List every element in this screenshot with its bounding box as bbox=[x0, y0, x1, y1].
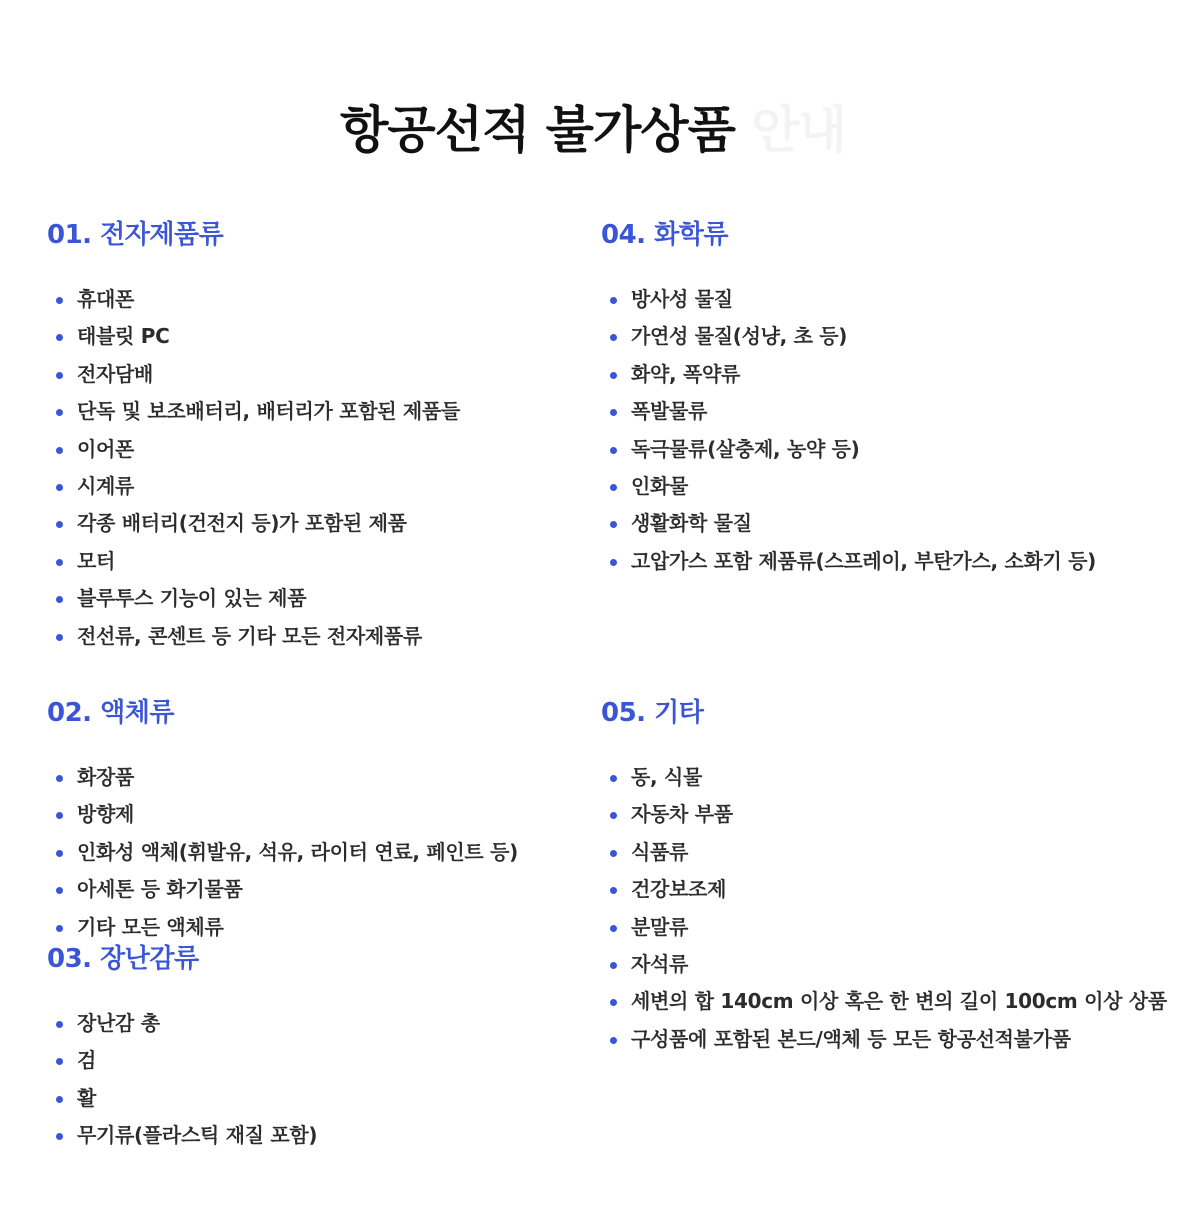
section-chemicals bbox=[601, 214, 1096, 580]
list-item-text: 생활화학 물질 bbox=[631, 511, 752, 536]
list-item-text: 각종 배터리(건전지 등)가 포함된 제품 bbox=[77, 511, 407, 536]
list-item-text: 태블릿 PC bbox=[77, 324, 170, 349]
list-item-text: 폭발물류 bbox=[631, 399, 708, 424]
list-item bbox=[601, 1021, 1167, 1058]
list-item-text: 고압가스 포함 제품류(스프레이, 부탄가스, 소화기 등) bbox=[631, 548, 1097, 573]
page-title-text: 항공선적 불가상품 bbox=[340, 100, 735, 159]
bullet-icon bbox=[56, 409, 63, 416]
list-item bbox=[601, 543, 1096, 580]
list-item bbox=[47, 759, 518, 796]
list-item bbox=[47, 356, 460, 393]
list-item bbox=[47, 1005, 317, 1042]
list-item bbox=[601, 871, 1167, 908]
list-item-text: 인화성 액체(휘발유, 석유, 라이터 연료, 페인트 등) bbox=[77, 839, 518, 864]
bullet-icon bbox=[56, 372, 63, 379]
bullet-icon bbox=[56, 850, 63, 857]
bullet-icon bbox=[610, 447, 617, 454]
list-item-text: 방사성 물질 bbox=[631, 287, 733, 311]
bullet-icon bbox=[610, 850, 617, 857]
bullet-icon bbox=[56, 1021, 63, 1028]
bullet-icon bbox=[56, 521, 63, 528]
bullet-icon bbox=[610, 334, 617, 341]
list-item-text: 이어폰 bbox=[77, 436, 135, 461]
section-heading: 05. 기타 bbox=[601, 698, 704, 728]
bullet-icon bbox=[56, 297, 63, 304]
bullet-icon bbox=[610, 999, 617, 1006]
bullet-icon bbox=[610, 962, 617, 969]
list-item bbox=[47, 796, 518, 833]
list-item bbox=[601, 431, 1096, 468]
list-item-text: 아세톤 등 화기물품 bbox=[77, 877, 243, 902]
bullet-icon bbox=[56, 812, 63, 819]
list-item bbox=[601, 759, 1167, 796]
list-item bbox=[601, 318, 1096, 355]
bullet-icon bbox=[56, 447, 63, 454]
bullet-icon bbox=[610, 775, 617, 782]
list-item bbox=[47, 834, 518, 871]
list-item-text: 장난감 총 bbox=[77, 1011, 160, 1035]
bullet-icon bbox=[56, 1133, 63, 1140]
page-title-faded-text: 안내 bbox=[751, 100, 846, 159]
list-item bbox=[601, 356, 1096, 393]
bullet-icon bbox=[56, 775, 63, 782]
bullet-icon bbox=[610, 887, 617, 894]
bullet-icon bbox=[56, 887, 63, 894]
list-item bbox=[47, 1042, 317, 1079]
bullet-icon bbox=[56, 634, 63, 641]
list-item-text: 전선류, 콘센트 등 기타 모든 전자제품류 bbox=[77, 623, 422, 648]
list-item-text: 기타 모든 액체류 bbox=[77, 914, 224, 939]
list-item bbox=[47, 618, 460, 655]
list-item bbox=[601, 393, 1096, 430]
list-item-text: 검 bbox=[77, 1048, 97, 1073]
list-item-text: 건강보조제 bbox=[631, 877, 727, 902]
bullet-icon bbox=[56, 925, 63, 932]
bullet-icon bbox=[610, 812, 617, 819]
section-toys bbox=[47, 938, 317, 1155]
list-item bbox=[47, 871, 518, 908]
list-item-text: 방향제 bbox=[77, 802, 135, 827]
item-list bbox=[47, 281, 460, 655]
list-item-text: 단독 및 보조배터리, 배터리가 포함된 제품들 bbox=[77, 399, 460, 424]
list-item bbox=[47, 281, 460, 318]
list-item-text: 세변의 합 140cm 이상 혹은 한 변의 길이 100cm 이상 상품 bbox=[631, 989, 1167, 1014]
list-item bbox=[47, 1117, 317, 1154]
bullet-icon bbox=[56, 334, 63, 341]
list-item bbox=[47, 468, 460, 505]
bullet-icon bbox=[56, 559, 63, 566]
item-list bbox=[47, 759, 518, 946]
list-item bbox=[601, 796, 1167, 833]
list-item bbox=[601, 281, 1096, 318]
section-liquids bbox=[47, 692, 518, 946]
bullet-icon bbox=[56, 484, 63, 491]
section-electronics bbox=[47, 214, 460, 655]
bullet-icon bbox=[56, 596, 63, 603]
list-item-text: 시계류 bbox=[77, 473, 135, 498]
item-list bbox=[601, 281, 1096, 580]
list-item-text: 동, 식물 bbox=[631, 765, 703, 789]
bullet-icon bbox=[610, 372, 617, 379]
page-title bbox=[0, 90, 1186, 162]
list-item bbox=[601, 505, 1096, 542]
list-item bbox=[47, 1080, 317, 1117]
list-item bbox=[47, 393, 460, 430]
list-item-text: 화장품 bbox=[77, 765, 135, 789]
list-item-text: 분말류 bbox=[631, 914, 689, 939]
bullet-icon bbox=[56, 1096, 63, 1103]
list-item bbox=[47, 431, 460, 468]
section-heading: 02. 액체류 bbox=[47, 698, 174, 728]
section-heading: 04. 화학류 bbox=[601, 220, 728, 250]
list-item-text: 자석류 bbox=[631, 951, 689, 976]
list-item-text: 가연성 물질(성냥, 초 등) bbox=[631, 324, 848, 349]
list-item-text: 인화물 bbox=[631, 473, 689, 498]
section-heading: 03. 장난감류 bbox=[47, 944, 199, 974]
list-item-text: 독극물류(살충제, 농약 등) bbox=[631, 436, 860, 461]
list-item-text: 화약, 폭약류 bbox=[631, 361, 741, 386]
bullet-icon bbox=[610, 1037, 617, 1044]
list-item bbox=[47, 505, 460, 542]
list-item-text: 블루투스 기능이 있는 제품 bbox=[77, 586, 307, 611]
bullet-icon bbox=[56, 1058, 63, 1065]
list-item bbox=[601, 983, 1167, 1020]
list-item-text: 무기류(플라스틱 재질 포함) bbox=[77, 1123, 318, 1148]
list-item bbox=[601, 946, 1167, 983]
bullet-icon bbox=[610, 484, 617, 491]
list-item bbox=[47, 580, 460, 617]
bullet-icon bbox=[610, 559, 617, 566]
section-others bbox=[601, 692, 1167, 1058]
list-item-text: 활 bbox=[77, 1085, 97, 1110]
bullet-icon bbox=[610, 409, 617, 416]
list-item bbox=[47, 543, 460, 580]
list-item-text: 자동차 부품 bbox=[631, 802, 733, 827]
list-item-text: 식품류 bbox=[631, 839, 689, 864]
list-item bbox=[601, 834, 1167, 871]
list-item bbox=[601, 468, 1096, 505]
item-list bbox=[601, 759, 1167, 1058]
list-item-text: 구성품에 포함된 본드/액체 등 모든 항공선적불가품 bbox=[631, 1026, 1071, 1051]
list-item bbox=[47, 318, 460, 355]
bullet-icon bbox=[610, 925, 617, 932]
bullet-icon bbox=[610, 297, 617, 304]
list-item-text: 휴대폰 bbox=[77, 287, 135, 311]
list-item-text: 전자담배 bbox=[77, 361, 154, 386]
list-item-text: 모터 bbox=[77, 548, 116, 573]
item-list bbox=[47, 1005, 317, 1155]
list-item bbox=[601, 909, 1167, 946]
section-heading: 01. 전자제품류 bbox=[47, 220, 224, 250]
bullet-icon bbox=[610, 521, 617, 528]
